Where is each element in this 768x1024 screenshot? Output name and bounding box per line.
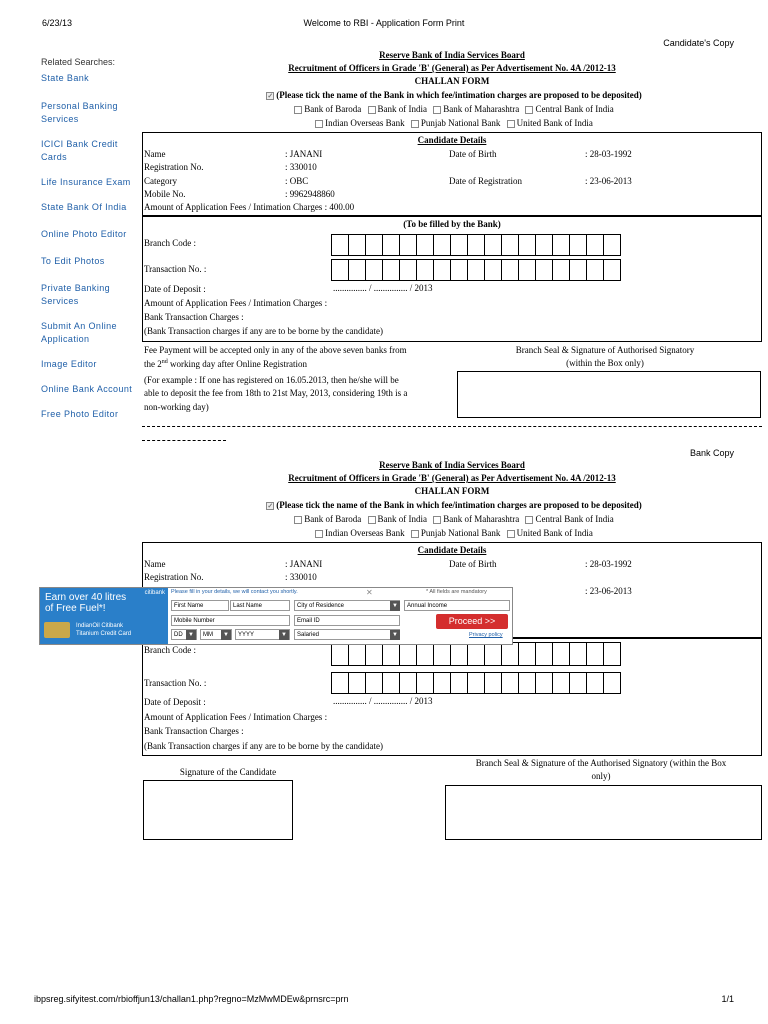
reg-value-bank: : 330010: [285, 572, 317, 582]
reg-label: Registration No.: [144, 162, 204, 172]
digit-box[interactable]: [450, 259, 468, 281]
fee-note-3: (For example : If one has registered on 16.05.2013, then he/she will be: [144, 375, 399, 385]
checkbox-united-bank-2[interactable]: [507, 530, 515, 538]
digit-box[interactable]: [416, 259, 434, 281]
candidate-copy-label: Candidate's Copy: [663, 38, 734, 48]
digit-box[interactable]: [467, 259, 485, 281]
digit-box[interactable]: [484, 642, 502, 666]
digit-box[interactable]: [603, 234, 621, 256]
seal-bank-box: [445, 785, 762, 840]
related-searches: [41, 57, 136, 421]
checkbox-bank-of-india-2[interactable]: [368, 516, 376, 524]
privacy-link[interactable]: Privacy policy: [469, 632, 503, 638]
print-page: 1/1: [721, 994, 734, 1004]
digit-box[interactable]: [348, 642, 366, 666]
bank-copy-label: Bank Copy: [689, 448, 734, 458]
digit-box[interactable]: [518, 234, 536, 256]
sidebar-link-photo-editor[interactable]: Online Photo Editor: [41, 229, 127, 239]
bank-options-row-1: [143, 104, 761, 114]
digit-box[interactable]: [416, 642, 434, 666]
chevron-down-icon[interactable]: ▼: [390, 630, 400, 640]
name-value-bank: : JANANI: [285, 559, 323, 569]
seal-bank-label-2: only): [591, 771, 611, 781]
board-title-bank: Reserve Bank of India Services Board: [379, 460, 525, 470]
citibank-ad[interactable]: [39, 587, 513, 645]
fee-note-2b: working day after Online Registration: [167, 359, 307, 369]
challan-title: CHALLAN FORM: [414, 76, 490, 86]
label-bank-of-india: Bank of India: [377, 104, 427, 114]
date-of-deposit-label: Date of Deposit :: [144, 284, 206, 294]
date-of-deposit-label-bank: Date of Deposit :: [144, 697, 206, 707]
fee-note-2a: the 2: [144, 359, 162, 369]
digit-box[interactable]: [467, 642, 485, 666]
sidebar-link-image-editor[interactable]: Image Editor: [41, 359, 97, 369]
digit-box[interactable]: [501, 642, 519, 666]
digit-box[interactable]: [399, 672, 417, 694]
digit-box[interactable]: [382, 259, 400, 281]
last-name-input[interactable]: Last Name: [230, 600, 290, 611]
transaction-no-boxes[interactable]: [332, 259, 621, 281]
digit-box[interactable]: [433, 642, 451, 666]
category-label: Category: [144, 176, 177, 186]
recruitment-title: Recruitment of Officers in Grade 'B' (General) as Per Advertisement No. 4A /2012-13: [288, 63, 616, 73]
tick-checkbox: ✓: [267, 91, 274, 100]
label-bank-of-baroda: Bank of Baroda: [304, 104, 362, 114]
digit-box[interactable]: [467, 672, 485, 694]
dob-mm-select[interactable]: MM: [200, 629, 232, 640]
bank-options-row-2: [143, 118, 761, 128]
checkbox-bank-of-india[interactable]: [368, 106, 376, 114]
fee-note-5: non-working day): [144, 402, 209, 412]
sig-candidate-box: [143, 780, 293, 840]
chevron-down-icon[interactable]: ▼: [186, 630, 196, 640]
amount-fees-label-bank: Amount of Application Fees / Intimation Charges :: [144, 712, 328, 722]
digit-box[interactable]: [416, 234, 434, 256]
transaction-no-label-bank: Transaction No. :: [144, 678, 207, 688]
mobile-value: : 9962948860: [285, 189, 335, 199]
checkbox-punjab-national-bank-2[interactable]: [411, 530, 419, 538]
transaction-no-label: Transaction No. :: [144, 264, 207, 274]
digit-box[interactable]: [535, 234, 553, 256]
dob-yyyy-select[interactable]: YYYY: [235, 629, 290, 640]
sidebar-link-submit-application[interactable]: Submit An Online Application: [41, 321, 117, 344]
credit-card-icon: [44, 622, 70, 638]
candidate-details-title: Candidate Details: [417, 135, 487, 145]
digit-box[interactable]: [348, 259, 366, 281]
fee-note-4: able to deposit the fee from 18th to 21st May, 2013, considering 19th is a: [144, 388, 408, 398]
digit-box[interactable]: [399, 234, 417, 256]
checkbox-bank-of-baroda[interactable]: [294, 106, 302, 114]
txn-note-bank: (Bank Transaction charges if any are to be borne by the candidate): [144, 741, 384, 751]
sidebar-link-sbi[interactable]: State Bank Of India: [41, 202, 127, 212]
digit-box[interactable]: [450, 672, 468, 694]
dor-label: Date of Registration: [449, 176, 522, 186]
sidebar-link-life-insurance[interactable]: Life Insurance Exam: [41, 177, 131, 187]
tick-checkbox-bank: ✓: [267, 501, 274, 510]
fee-note-2sup: nd: [161, 359, 168, 365]
name-label: Name: [144, 149, 166, 159]
digit-box[interactable]: [331, 234, 349, 256]
cut-line-1: [142, 426, 762, 427]
digit-box[interactable]: [450, 642, 468, 666]
label-bank-of-india-2: Bank of India: [377, 514, 427, 524]
branch-code-label-bank: Branch Code :: [144, 645, 196, 655]
digit-box[interactable]: [382, 642, 400, 666]
digit-box[interactable]: [382, 672, 400, 694]
reg-label-bank: Registration No.: [144, 572, 204, 582]
digit-box[interactable]: [501, 672, 519, 694]
cut-line-2: [142, 440, 226, 441]
dor-value: : 23-06-2013: [585, 176, 632, 186]
digit-box[interactable]: [603, 672, 621, 694]
branch-code-label: Branch Code :: [144, 238, 196, 248]
ad-headline-1: Earn over 40 litres: [45, 592, 127, 603]
digit-box[interactable]: [331, 672, 349, 694]
print-date: 6/23/13: [42, 18, 73, 28]
sidebar-link-icici-credit-cards[interactable]: ICICI Bank Credit Cards: [41, 139, 118, 162]
amount-fees-label: Amount of Application Fees / Intimation Charges :: [144, 298, 328, 308]
board-title: Reserve Bank of India Services Board: [379, 50, 525, 60]
ad-headline-2: of Free Fuel*!: [45, 603, 106, 614]
label-punjab-national-bank: Punjab National Bank: [420, 118, 501, 128]
dob-value: : 28-03-1992: [585, 149, 632, 159]
seal-box: [457, 371, 761, 418]
checkbox-indian-overseas-bank-2[interactable]: [315, 530, 323, 538]
tick-instruction-bank: [143, 500, 761, 510]
digit-box[interactable]: [535, 642, 553, 666]
dob-value-bank: : 28-03-1992: [585, 559, 632, 569]
seal-label-1: Branch Seal & Signature of Authorised Signatory: [515, 345, 695, 355]
label-united-bank-2: United Bank of India: [516, 528, 593, 538]
digit-box[interactable]: [331, 642, 349, 666]
ad-prompt: Please fill in your details, we will contact you shortly.: [171, 589, 298, 595]
digit-box[interactable]: [501, 259, 519, 281]
digit-box[interactable]: [603, 259, 621, 281]
digit-box[interactable]: [518, 259, 536, 281]
print-url: ibpsreg.sifyitest.com/rbioffjun13/challan1.php?regno=MzMwMDEw&prnsrc=prn: [34, 994, 349, 1004]
digit-box[interactable]: [535, 672, 553, 694]
label-united-bank: United Bank of India: [516, 118, 593, 128]
date-of-deposit-blank: ............... / ............... / 2013: [333, 283, 433, 293]
sig-candidate-label: Signature of the Candidate: [179, 767, 277, 777]
bank-txn-charges-label-bank: Bank Transaction Charges :: [144, 726, 244, 736]
dor-value-bank: : 23-06-2013: [585, 586, 632, 596]
digit-box[interactable]: [569, 234, 587, 256]
fee-note-1: Fee Payment will be accepted only in any of the above seven banks from: [144, 345, 407, 355]
digit-box[interactable]: [569, 642, 587, 666]
fee-note-2: [144, 359, 307, 369]
digit-box[interactable]: [603, 642, 621, 666]
label-bank-of-maharashtra-2: Bank of Maharashtra: [443, 514, 520, 524]
date-of-deposit-blank-bank: ............... / ............... / 2013: [333, 696, 433, 706]
digit-box[interactable]: [552, 259, 570, 281]
sidebar-link-personal-banking[interactable]: Personal Banking Services: [41, 101, 118, 124]
bank-txn-charges-label: Bank Transaction Charges :: [144, 312, 244, 322]
digit-box[interactable]: [586, 642, 604, 666]
label-bank-of-baroda-2: Bank of Baroda: [304, 514, 362, 524]
digit-box[interactable]: [365, 234, 383, 256]
digit-box[interactable]: [433, 234, 451, 256]
digit-box[interactable]: [467, 234, 485, 256]
name-label-bank: Name: [144, 559, 166, 569]
digit-box[interactable]: [365, 642, 383, 666]
sidebar-link-state-bank[interactable]: State Bank: [41, 73, 90, 83]
employment-select[interactable]: Salaried: [294, 629, 400, 640]
digit-box[interactable]: [348, 672, 366, 694]
digit-box[interactable]: [399, 259, 417, 281]
city-select[interactable]: City of Residence: [294, 600, 400, 611]
seal-label-2: (within the Box only): [566, 358, 644, 368]
digit-box[interactable]: [518, 672, 536, 694]
label-central-bank-2: Central Bank of India: [535, 514, 614, 524]
proceed-button[interactable]: Proceed >>: [436, 614, 508, 629]
candidate-details-title-bank: Candidate Details: [417, 545, 487, 555]
label-indian-overseas-bank-2: Indian Overseas Bank: [325, 528, 405, 538]
transaction-no-boxes-bank[interactable]: [332, 672, 621, 694]
category-value: : OBC: [285, 176, 309, 186]
bank-options-row-1-bank: [143, 514, 761, 524]
dob-label-bank: Date of Birth: [449, 559, 497, 569]
digit-box[interactable]: [450, 234, 468, 256]
digit-box[interactable]: [501, 234, 519, 256]
sidebar-link-free-photo-editor[interactable]: Free Photo Editor: [41, 409, 119, 419]
sidebar-link-edit-photos[interactable]: To Edit Photos: [41, 256, 105, 266]
challan-title-bank: CHALLAN FORM: [414, 486, 490, 496]
name-value: : JANANI: [285, 149, 323, 159]
sidebar-link-private-banking[interactable]: Private Banking Services: [41, 283, 111, 306]
tick-instruction: [143, 90, 761, 100]
label-indian-overseas-bank: Indian Overseas Bank: [325, 118, 405, 128]
dob-dd-select[interactable]: DD: [171, 629, 197, 640]
digit-box[interactable]: [569, 672, 587, 694]
checkbox-indian-overseas-bank[interactable]: [315, 120, 323, 128]
print-title: Welcome to RBI - Application Form Print: [303, 18, 465, 28]
digit-box[interactable]: [365, 672, 383, 694]
digit-box[interactable]: [399, 642, 417, 666]
digit-box[interactable]: [484, 234, 502, 256]
ad-mandatory: * All fields are mandatory: [426, 589, 487, 595]
fees-line: Amount of Application Fees / Intimation Charges : 400.00: [144, 202, 355, 212]
first-name-input[interactable]: First Name: [171, 600, 229, 611]
ad-card-2: Titanium Credit Card: [76, 631, 132, 637]
branch-code-boxes[interactable]: [332, 234, 621, 256]
recruitment-title-bank: Recruitment of Officers in Grade 'B' (General) as Per Advertisement No. 4A /2012-13: [288, 473, 616, 483]
digit-box[interactable]: [586, 234, 604, 256]
sidebar-link-online-bank[interactable]: Online Bank Account: [41, 384, 133, 394]
digit-box[interactable]: [416, 672, 434, 694]
label-central-bank: Central Bank of India: [535, 104, 614, 114]
label-punjab-national-bank-2: Punjab National Bank: [420, 528, 501, 538]
checkbox-bank-of-maharashtra-2[interactable]: [433, 516, 441, 524]
tick-instruction-text: (Please tick the name of the Bank in which fee/intimation charges are proposed to be deposited): [276, 90, 642, 100]
chevron-down-icon[interactable]: ▼: [221, 630, 231, 640]
related-searches-heading: Related Searches:: [41, 57, 116, 67]
bank-fill-title: (To be filled by the Bank): [403, 219, 501, 229]
digit-box[interactable]: [586, 259, 604, 281]
digit-box[interactable]: [433, 259, 451, 281]
email-input[interactable]: Email ID: [294, 615, 400, 626]
digit-box[interactable]: [518, 642, 536, 666]
checkbox-central-bank-2[interactable]: [525, 516, 533, 524]
ad-banner[interactable]: [40, 588, 168, 644]
checkbox-central-bank[interactable]: [525, 106, 533, 114]
digit-box[interactable]: [552, 234, 570, 256]
digit-box[interactable]: [484, 259, 502, 281]
digit-box[interactable]: [552, 642, 570, 666]
mobile-label: Mobile No.: [144, 189, 186, 199]
digit-box[interactable]: [552, 672, 570, 694]
chevron-down-icon[interactable]: ▼: [279, 630, 289, 640]
bank-options-row-2-bank: [143, 528, 761, 538]
digit-box[interactable]: [586, 672, 604, 694]
income-input[interactable]: Annual Income: [404, 600, 510, 611]
digit-box[interactable]: [569, 259, 587, 281]
checkbox-united-bank[interactable]: [507, 120, 515, 128]
digit-box[interactable]: [348, 234, 366, 256]
digit-box[interactable]: [382, 234, 400, 256]
tick-instruction-text-bank: (Please tick the name of the Bank in which fee/intimation charges are proposed to be deposited): [276, 500, 642, 510]
ad-card-1: IndianOil Citibank: [76, 623, 124, 629]
branch-code-boxes-bank[interactable]: [332, 642, 621, 666]
close-icon[interactable]: ✕: [366, 588, 373, 597]
digit-box[interactable]: [484, 672, 502, 694]
checkbox-punjab-national-bank[interactable]: [411, 120, 419, 128]
chevron-down-icon[interactable]: ▼: [390, 601, 400, 611]
digit-box[interactable]: [535, 259, 553, 281]
seal-bank-label-1: Branch Seal & Signature of the Authorised Signatory (within the Box: [475, 758, 727, 768]
digit-box[interactable]: [365, 259, 383, 281]
ad-brand: citibank: [144, 590, 165, 596]
checkbox-bank-of-maharashtra[interactable]: [433, 106, 441, 114]
reg-value: : 330010: [285, 162, 317, 172]
dob-label: Date of Birth: [449, 149, 497, 159]
digit-box[interactable]: [331, 259, 349, 281]
checkbox-bank-of-baroda-2[interactable]: [294, 516, 302, 524]
txn-note: (Bank Transaction charges if any are to be borne by the candidate): [144, 326, 384, 336]
label-bank-of-maharashtra: Bank of Maharashtra: [443, 104, 520, 114]
mobile-input[interactable]: Mobile Number: [171, 615, 290, 626]
digit-box[interactable]: [433, 672, 451, 694]
